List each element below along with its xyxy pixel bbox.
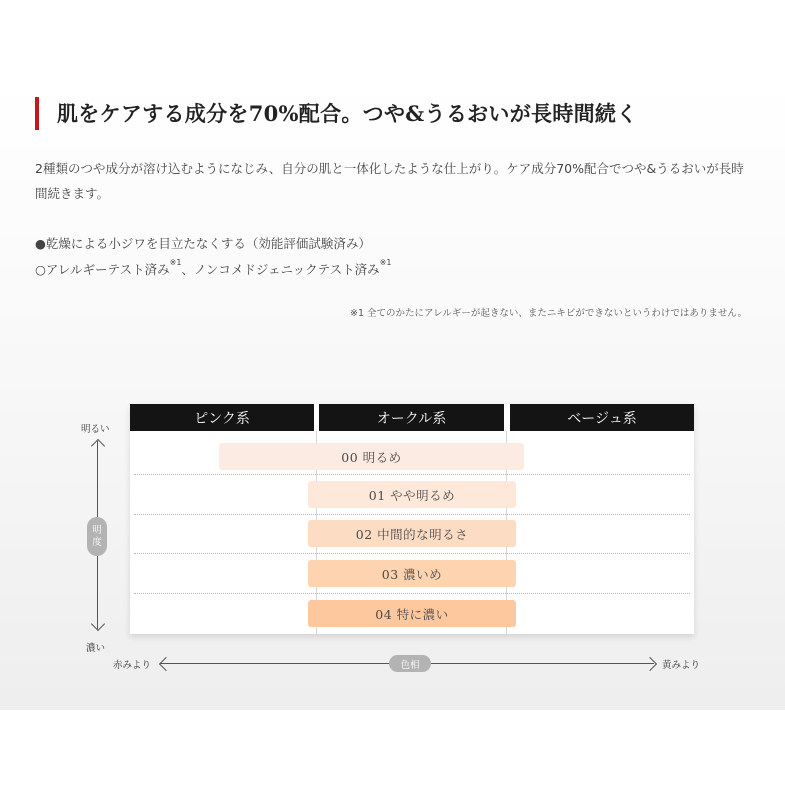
column-header-ochre: オークル系	[319, 404, 504, 431]
row-divider	[134, 593, 690, 594]
row-divider	[134, 514, 690, 515]
brightness-axis-bottom-label: 濃い	[86, 643, 106, 654]
row-divider	[134, 474, 690, 475]
brightness-axis-label-2: 度	[92, 536, 102, 548]
feature-bullet-tests-text-2: 、ノンコメドジェニックテスト済み	[181, 262, 380, 277]
feature-bullet-wrinkles-text: ●乾燥による小ジワを目立たなくする（効能評価試験済み）	[35, 236, 371, 251]
shade-00: 00 明るめ	[219, 443, 524, 470]
footnote-marker: ※1	[169, 258, 182, 267]
feature-bullet-wrinkles	[35, 234, 371, 252]
shade-01: 01 やや明るめ	[308, 481, 516, 508]
column-header-pink: ピンク系	[130, 404, 314, 431]
brightness-axis-top-label: 明るい	[81, 424, 110, 435]
row-divider	[134, 553, 690, 554]
hue-axis-badge: 色相	[389, 655, 431, 672]
footnote-text: ※1 全てのかたにアレルギーが起きない、またニキビができないというわけではありません。	[350, 308, 747, 319]
shade-02: 02 中間的な明るさ	[308, 520, 516, 547]
column-header-beige: ベージュ系	[510, 404, 694, 431]
feature-bullet-tests	[35, 260, 391, 278]
hue-axis-left-label: 赤みより	[113, 660, 152, 671]
shade-03: 03 濃いめ	[308, 560, 516, 587]
brightness-axis-label-1: 明	[92, 524, 102, 536]
section-description: 2種類のつや成分が溶け込むようになじみ、自分の肌と一体化したような仕上がり。ケア成分70%配合でつや&うるおいが長時間続きます。	[35, 161, 744, 201]
feature-bullet-tests-text: ○アレルギーテスト済み	[35, 262, 170, 277]
hue-axis-right-label: 黄みより	[662, 660, 701, 671]
footnote-marker: ※1	[379, 258, 392, 267]
heading-accent-bar	[35, 97, 39, 130]
shade-04: 04 特に濃い	[308, 600, 516, 627]
brightness-axis-badge	[87, 517, 107, 556]
section-title: 肌をケアする成分を70%配合。つや&うるおいが長時間続く	[57, 101, 638, 126]
